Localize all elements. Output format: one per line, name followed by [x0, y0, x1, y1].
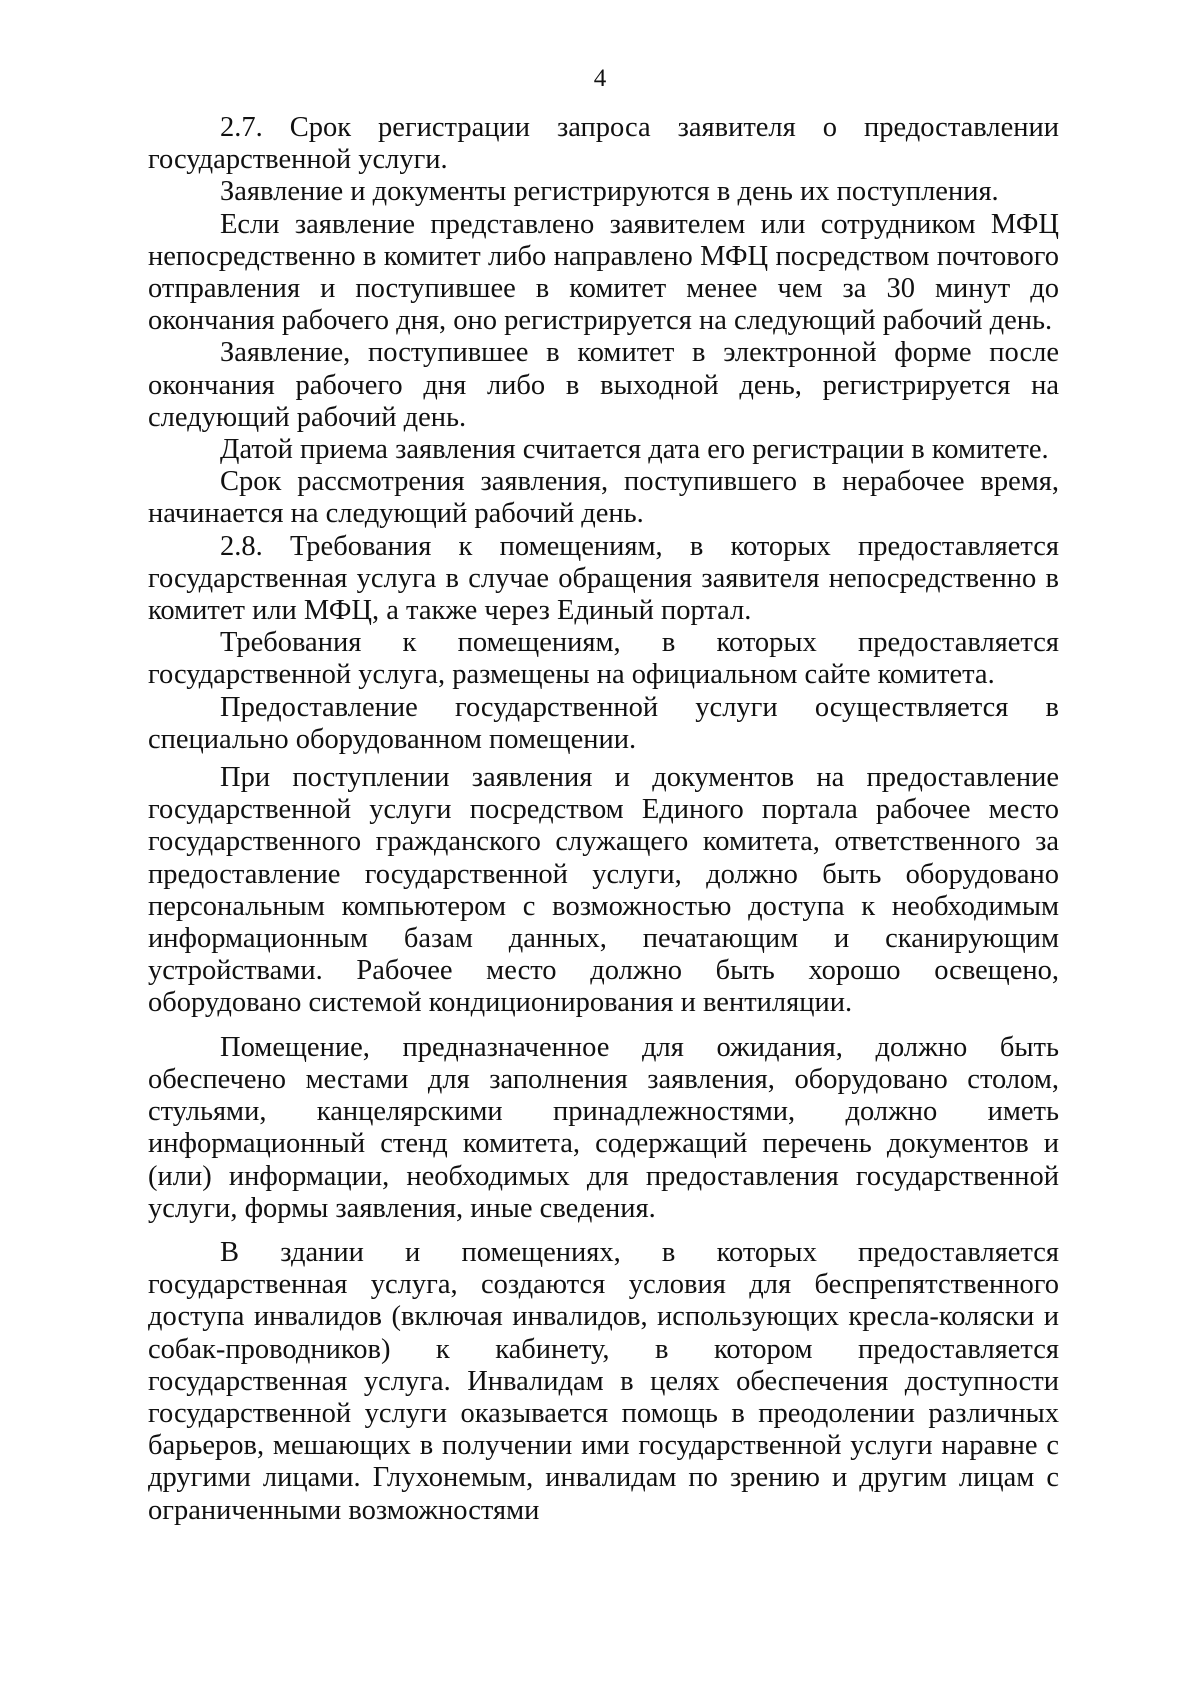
paragraph-workplace: При поступлении заявления и документов на предоставление государственной услуги посредством Единого портала рабочее место государственного гражданского служащего комитета, ответственного за предоставление государственной услуги, должно быть оборудовано персональным компьютером с возможностью доступа к необходимым информационным базам данных, печатающим и сканирующим устройствами. Рабочее место должно быть хорошо освещено, оборудовано системой кондиционирования и вентиляции. [148, 762, 1059, 1019]
paragraph-acceptance-date: Датой приема заявления считается дата его регистрации в комитете. [220, 434, 1049, 466]
paragraph-registration-day: Заявление и документы регистрируются в день их поступления. [220, 176, 999, 208]
paragraph-mfc-submission: Если заявление представлено заявителем или сотрудником МФЦ непосредственно в комитет либо направлено МФЦ посредством почтового отправления и поступившее в комитет менее чем за 30 минут до окончания рабочего дня, оно регистрируется на следующий рабочий день. [148, 208, 1059, 337]
document-body [148, 112, 1059, 1527]
paragraph-waiting-room: Помещение, предназначенное для ожидания, должно быть обеспечено местами для заполнения заявления, оборудовано столом, стульями, канцелярскими принадлежностями, должно иметь информационный стенд комитета, содержащий перечень документов и (или) информации, необходимых для предоставления государственной услуги, формы заявления, иные сведения. [148, 1031, 1059, 1224]
paragraph-review-period: Срок рассмотрения заявления, поступившего в нерабочее время, начинается на следующий рабочий день. [148, 466, 1059, 530]
paragraph-accessibility: В здании и помещениях, в которых предоставляется государственная услуга, создаются условия для беспрепятственного доступа инвалидов (включая инвалидов, использующих кресла-коляски и собак-проводников) к кабинету, в котором предоставляется государственная услуга. Инвалидам в целях обеспечения доступности государственной услуги оказывается помощь в преодолении различных барьеров, мешающих в получении ими государственной услуги наравне с другими лицами. Глухонемым, инвалидам по зрению и другим лицам с ограниченными возможностями [148, 1236, 1059, 1526]
paragraph-2-8: 2.8. Требования к помещениям, в которых предоставляется государственная услуга в случае обращения заявителя непосредственно в комитет или МФЦ, а также через Единый портал. [148, 530, 1059, 627]
paragraph-requirements-site: Требования к помещениям, в которых предоставляется государственной услуга, размещены на официальном сайте комитета. [148, 627, 1059, 691]
paragraph-special-room: Предоставление государственной услуги осуществляется в специально оборудованном помещении. [148, 691, 1059, 755]
page-number: 4 [593, 65, 607, 92]
paragraph-2-7: 2.7. Срок регистрации запроса заявителя о предоставлении государственной услуги. [148, 112, 1059, 176]
paragraph-electronic-form: Заявление, поступившее в комитет в электронной форме после окончания рабочего дня либо в выходной день, регистрируется на следующий рабочий день. [148, 337, 1059, 433]
